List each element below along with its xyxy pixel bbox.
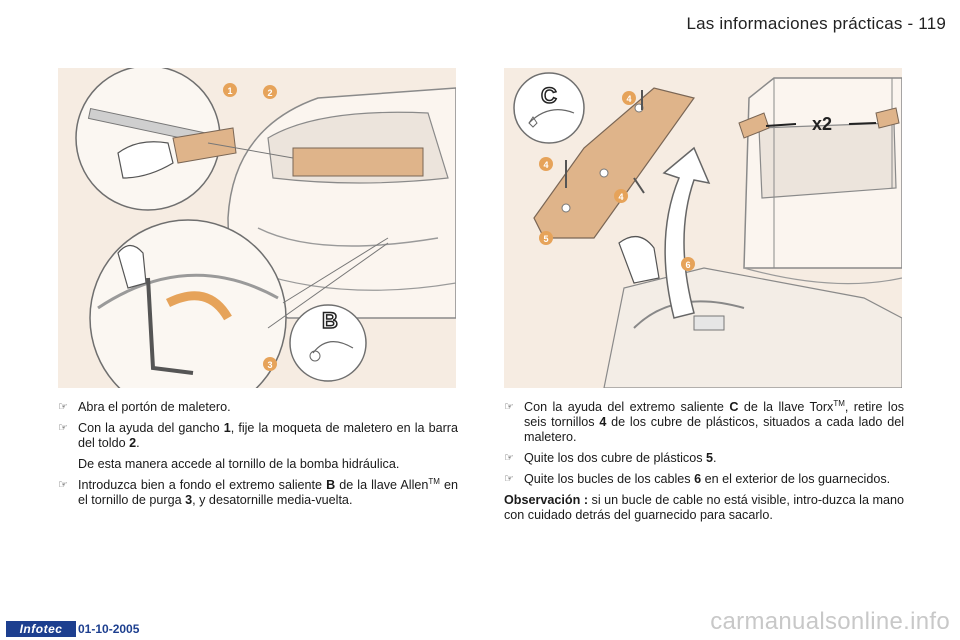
- illustration-left-svg: [58, 68, 456, 388]
- callout-4-left-label: 4: [543, 160, 549, 170]
- callout-6-label: 6: [685, 260, 691, 270]
- page-header-title: Las informaciones prácticas -: [686, 14, 914, 33]
- hand-pointing-right-icon: ☞: [58, 422, 68, 434]
- footer-date: 01-10-2005: [78, 622, 140, 636]
- tool-c-letter: C: [541, 83, 557, 108]
- step-remove-cable-loops: ☞ Quite los bucles de los cables 6 en el exterior de los guarnecidos.: [504, 472, 891, 486]
- hand-pointing-right-icon: ☞: [58, 479, 68, 491]
- callout-2-label: 2: [267, 88, 273, 98]
- infotec-logo: Infotec: [6, 621, 76, 637]
- illustration-trim-covers: [504, 68, 902, 388]
- callout-1-label: 1: [227, 86, 233, 96]
- step-open-tailgate: ☞ Abra el portón de maletero.: [58, 400, 231, 414]
- step-insert-allen-key: ☞ Introduzca bien a fondo el extremo saliente B de la llave Allen™ en el tornillo de purga 3, y desatornille media-vuelta.: [58, 476, 458, 507]
- step-fix-carpet: ☞ Con la ayuda del gancho 1, fije la moqueta de maletero en la barra del toldo 2. De esta manera accede al tornillo de la bomba hidráulica.: [58, 421, 458, 471]
- callout-4-top-label: 4: [626, 94, 632, 104]
- tool-b-letter: B: [322, 308, 338, 333]
- observation-note: Observación : si un bucle de cable no está visible, intro-duzca la mano con cuidado detrás del guarnecido para sacarlo.: [504, 493, 904, 522]
- callout-3-label: 3: [267, 360, 273, 370]
- multiplier-x2: x2: [811, 114, 833, 134]
- step-note: De esta manera accede al tornillo de la bomba hidráulica.: [78, 457, 400, 471]
- step-remove-covers: ☞ Quite los dos cubre de plásticos 5.: [504, 451, 717, 465]
- illustration-trunk-hook: [58, 68, 456, 388]
- watermark: carmanualsonline.info: [710, 608, 950, 635]
- step-remove-screws: ☞ Con la ayuda del extremo saliente C de la llave Torx™, retire los seis tornillos 4 de los cubre de plásticos, situados a cada lado del maletero.: [504, 398, 904, 444]
- callout-5-label: 5: [543, 234, 549, 244]
- hand-pointing-right-icon: ☞: [504, 401, 514, 413]
- illustration-right-svg: [504, 68, 902, 388]
- page-header: [686, 14, 946, 34]
- left-instructions: [58, 400, 458, 514]
- right-instructions: [504, 400, 904, 523]
- hand-pointing-right-icon: ☞: [504, 473, 514, 485]
- hand-pointing-right-icon: ☞: [504, 452, 514, 464]
- page-number: 119: [918, 14, 946, 33]
- hand-pointing-right-icon: ☞: [58, 401, 68, 413]
- callout-4-bottom-label: 4: [618, 192, 624, 202]
